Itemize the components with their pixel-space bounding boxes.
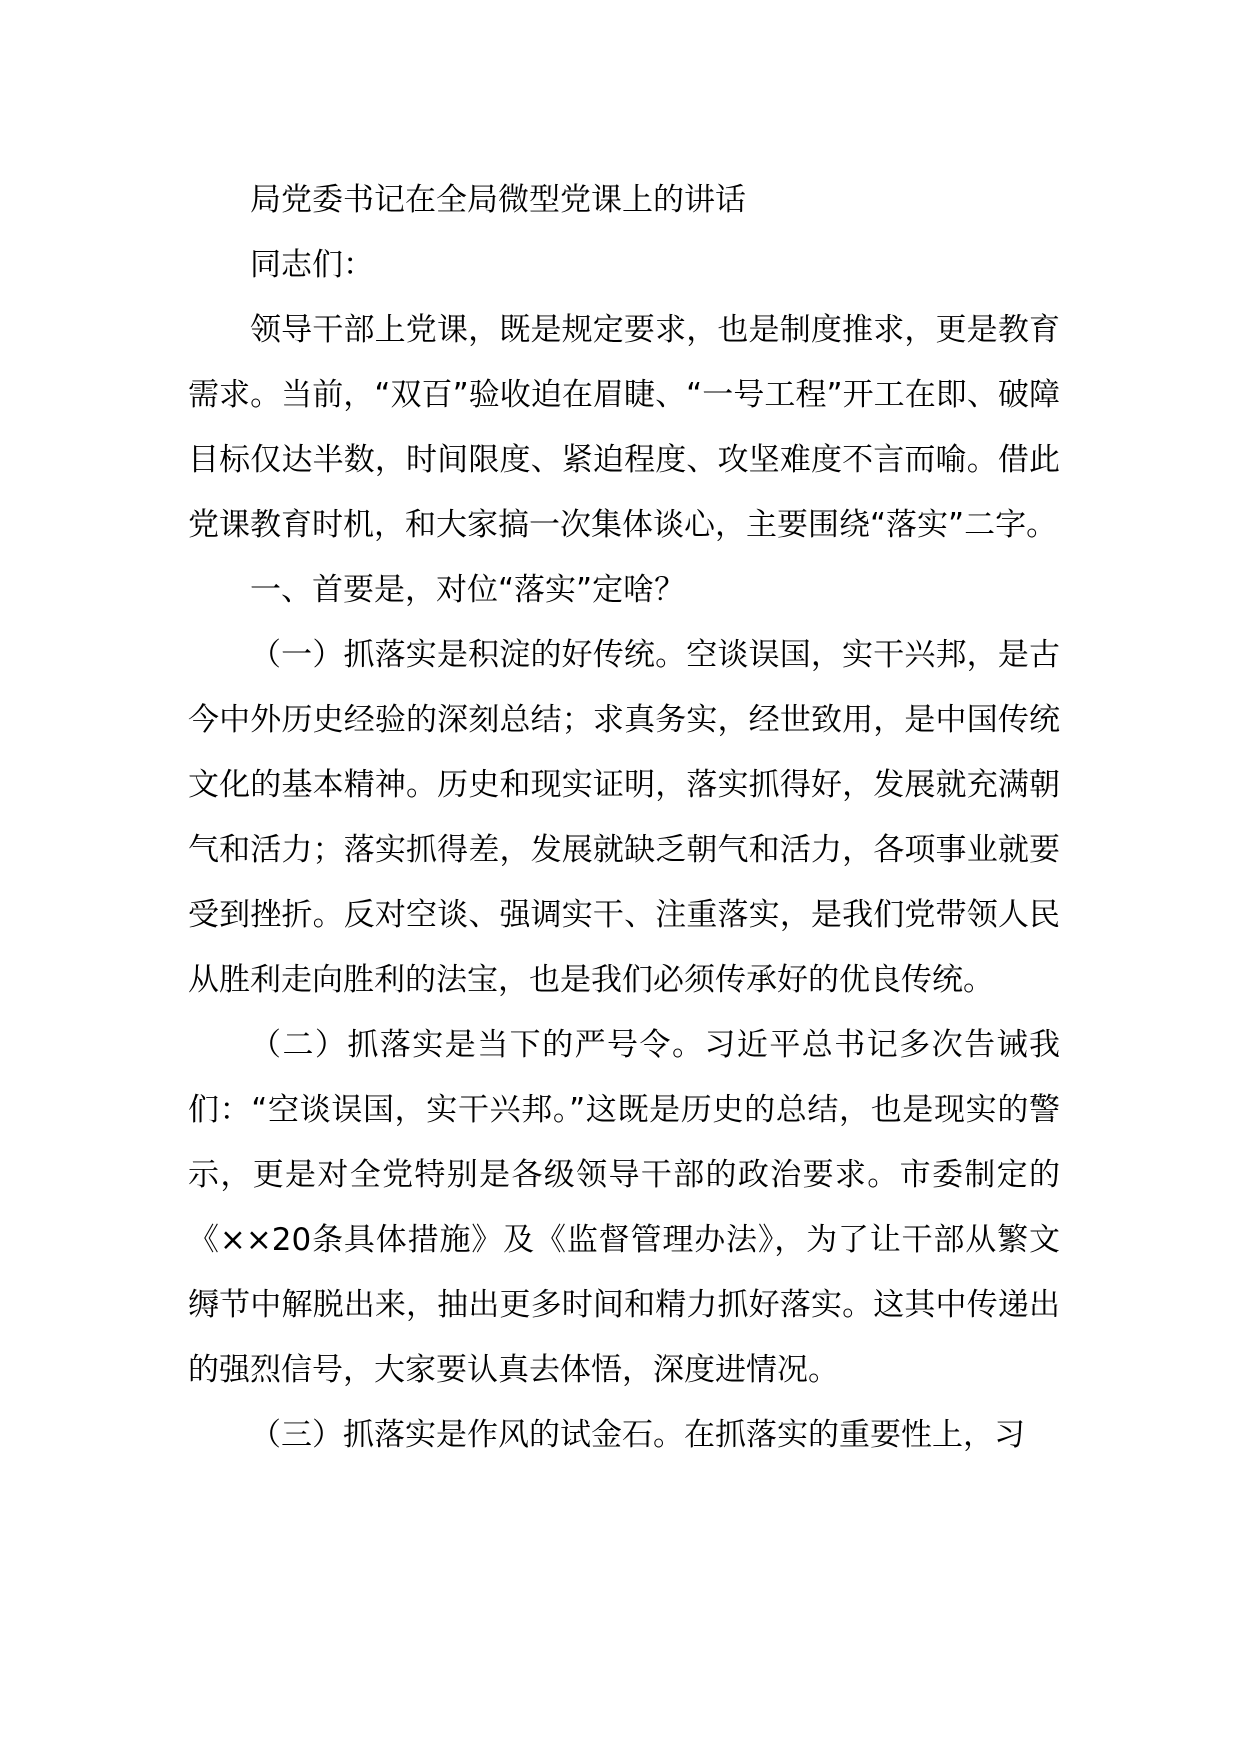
document-title: 局党委书记在全局微型党课上的讲话 xyxy=(250,182,746,218)
section-heading-1: 一、首要是，对位“落实”定啥？ xyxy=(250,572,686,608)
salutation: 同志们： xyxy=(250,247,374,283)
paragraph-order: （二）抓落实是当下的严号令。习近平总书记多次告诫我们：“空谈误国，实干兴邦。”这既是历史的总结，也是现实的警示，更是对全党特别是各级领导干部的政治要求。市委制定的《××20条具体措施》及《监督管理办法》，为了让干部从繁文缛节中解脱出来，抽出更多时间和精力抓好落实。这其中传递出的强烈信号，大家要认真去体悟，深度进情况。 xyxy=(188,1027,1060,1388)
paragraph-intro: 领导干部上党课，既是规定要求，也是制度推求，更是教育需求。当前，“双百”验收迫在眉睫、“一号工程”开工在即、破障目标仅达半数，时间限度、紧迫程度、攻坚难度不言而喻。借此党课教育时机，和大家搞一次集体谈心，主要围绕“落实”二字。 xyxy=(188,312,1060,543)
paragraph-tradition: （一）抓落实是积淀的好传统。空谈误国，实干兴邦，是古今中外历史经验的深刻总结；求真务实，经世致用，是中国传统文化的基本精神。历史和现实证明，落实抓得好，发展就充满朝气和活力；落实抓得差，发展就缺乏朝气和活力，各项事业就要受到挫折。反对空谈、强调实干、注重落实，是我们党带领人民从胜利走向胜利的法宝，也是我们必须传承好的优良传统。 xyxy=(188,637,1060,998)
paragraph-touchstone: （三）抓落实是作风的试金石。在抓落实的重要性上，习 xyxy=(250,1417,1025,1453)
